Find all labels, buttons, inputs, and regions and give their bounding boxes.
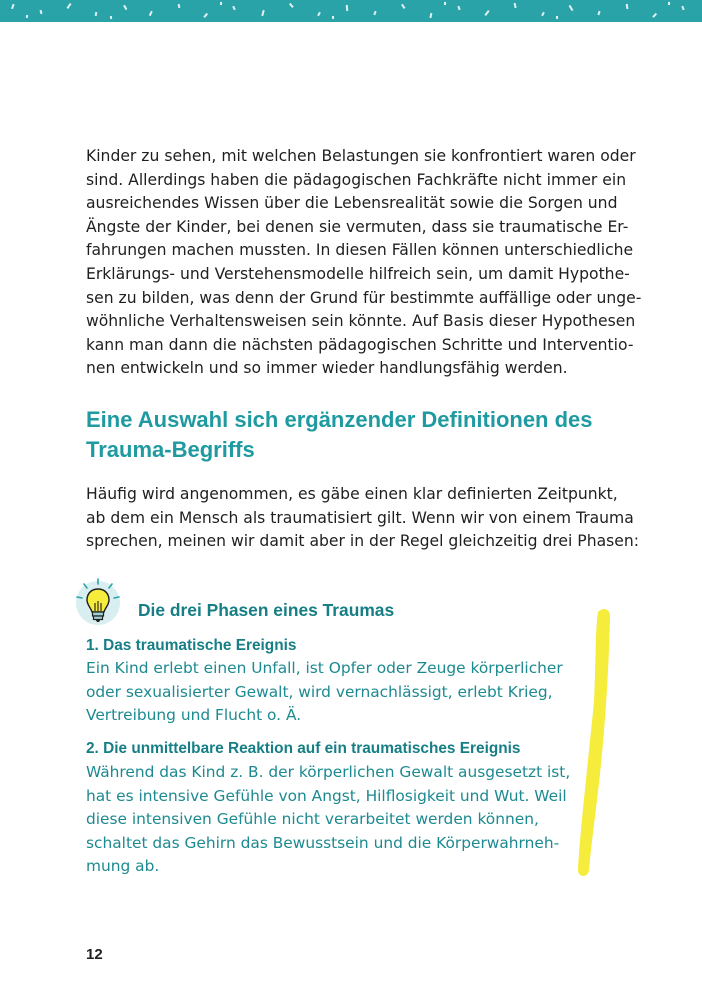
info-box-title: Die drei Phasen eines Traumas xyxy=(138,600,395,620)
text-line: Während das Kind z. B. der körperlichen Gewalt ausgesetzt ist, xyxy=(86,763,571,781)
text-line: Ängste der Kinder, bei denen sie vermuten, dass sie traumatische Er- xyxy=(86,217,629,236)
yellow-highlighter-stroke xyxy=(568,602,618,882)
phase-2-title: 2. Die unmittelbare Reaktion auf ein traumatisches Ereignis xyxy=(86,740,521,757)
intro-paragraph xyxy=(86,145,642,381)
section-heading-line-2: Trauma-Begriffs xyxy=(86,437,255,462)
text-line: ab dem ein Mensch als traumatisiert gilt. Wenn wir von einem Trauma xyxy=(86,508,634,527)
text-line: diese intensiven Gefühle nicht verarbeitet werden können, xyxy=(86,810,539,829)
text-line: Ein Kind erlebt einen Unfall, ist Opfer oder Zeuge körperlicher xyxy=(86,659,563,677)
phase-1-text xyxy=(86,657,566,728)
text-line: fahrungen machen mussten. In diesen Fällen können unterschiedliche xyxy=(86,241,634,260)
text-line: mung ab. xyxy=(86,857,160,876)
text-line: kann man dann die nächsten pädagogischen Schritte und Interventio- xyxy=(86,335,634,354)
text-line: sprechen, meinen wir damit aber in der Regel gleichzeitig drei Phasen: xyxy=(86,532,639,551)
text-line: nen entwickeln und so immer wieder handlungsfähig werden. xyxy=(86,359,568,378)
text-line: Häufig wird angenommen, es gäbe einen klar definierten Zeitpunkt, xyxy=(86,485,618,503)
section-heading-line-1: Eine Auswahl sich ergänzender Definitionen des xyxy=(86,407,593,432)
text-line: Vertreibung und Flucht o. Ä. xyxy=(86,706,302,725)
phase-2-text xyxy=(86,761,571,879)
text-line: hat es intensive Gefühle von Angst, Hilflosigkeit und Wut. Weil xyxy=(86,786,567,805)
text-line: Erklärungs- und Verstehensmodelle hilfreich sein, um damit Hypothe- xyxy=(86,264,630,283)
lightbulb-icon xyxy=(72,575,128,631)
section-heading xyxy=(86,405,646,465)
text-line: ausreichendes Wissen über die Lebensrealität sowie die Sorgen und xyxy=(86,194,618,213)
text-line: oder sexualisierter Gewalt, wird vernachlässigt, erlebt Krieg, xyxy=(86,682,553,701)
page-number: 12 xyxy=(86,946,103,963)
text-line: sind. Allerdings haben die pädagogischen Fachkräfte nicht immer ein xyxy=(86,170,627,189)
band-speckle-texture xyxy=(0,0,702,22)
text-line: schaltet das Gehirn das Bewusstsein und die Körperwahrneh- xyxy=(86,833,560,852)
top-decorative-band xyxy=(0,0,702,22)
text-line: sen zu bilden, was denn der Grund für bestimmte auffällige oder unge- xyxy=(86,288,642,307)
phase-1-title: 1. Das traumatische Ereignis xyxy=(86,637,297,654)
section-paragraph xyxy=(86,483,639,554)
text-line: Kinder zu sehen, mit welchen Belastungen sie konfrontiert waren oder xyxy=(86,147,636,165)
text-line: wöhnliche Verhaltensweisen sein könnte. Auf Basis dieser Hypothesen xyxy=(86,312,636,331)
